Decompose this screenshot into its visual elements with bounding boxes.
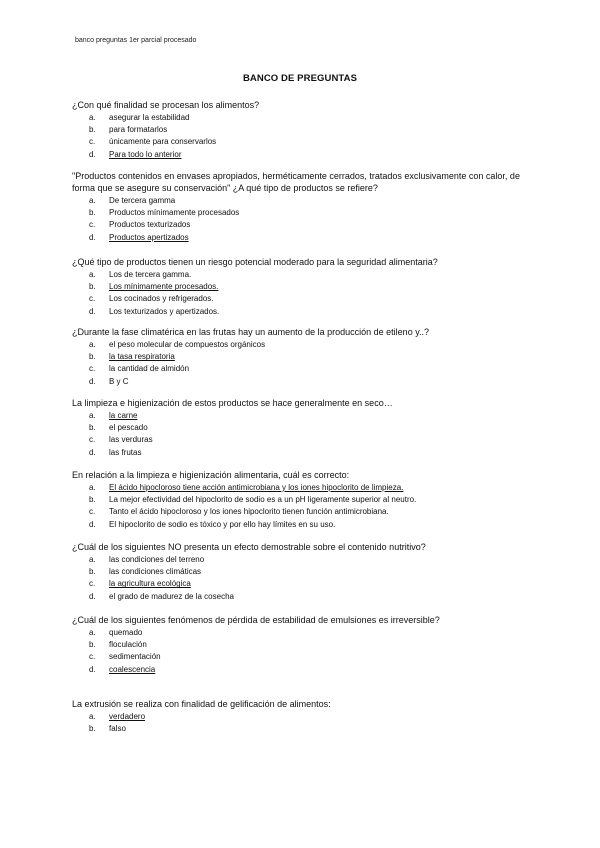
question-block <box>72 469 532 531</box>
option-letter: a. <box>89 113 96 122</box>
question-block <box>72 326 532 388</box>
option-text: Los mínimamente procesados. <box>109 282 219 292</box>
answer-option <box>72 639 532 651</box>
option-text: Tanto el ácido hipocloroso y los iones hipoclorito tienen función antimicrobiana. <box>109 507 389 517</box>
question-text: La limpieza e higienización de estos productos se hace generalmente en seco… <box>72 398 393 408</box>
option-letter: a. <box>89 712 96 721</box>
header-note: banco preguntas 1er parcial procesado <box>75 37 197 44</box>
answer-option <box>72 269 532 281</box>
option-text: falso <box>109 724 126 734</box>
question-block <box>72 256 532 318</box>
option-letter: d. <box>89 519 96 529</box>
answer-option <box>72 434 532 446</box>
answer-option <box>72 306 532 318</box>
option-letter: b. <box>89 640 96 650</box>
option-letter: b. <box>89 495 96 505</box>
option-letter: c. <box>89 220 96 230</box>
answer-options <box>72 711 532 735</box>
option-letter: a. <box>89 411 96 420</box>
option-letter: d. <box>89 591 96 601</box>
option-letter: a. <box>89 270 96 279</box>
option-letter: b. <box>89 125 96 135</box>
question-text: ¿Cuál de los siguientes fenómenos de pérdida de estabilidad de emulsiones es irreversible? <box>72 615 440 625</box>
option-letter: c. <box>89 294 96 304</box>
option-text: Los de tercera gamma. <box>109 270 192 279</box>
option-text: las verduras <box>109 435 153 445</box>
option-text: Productos texturizados <box>109 220 191 230</box>
question-text: ¿Durante la fase climatérica en las frutas hay un aumento de la producción de etileno y..? <box>72 327 430 337</box>
option-text: quemado <box>109 628 143 637</box>
question-text: La extrusión se realiza con finalidad de gelificación de alimentos: <box>72 699 331 709</box>
answer-options <box>72 195 532 244</box>
answer-option <box>72 651 532 663</box>
answer-option-correct <box>72 281 532 293</box>
option-text: B y C <box>109 376 129 386</box>
answer-option <box>72 339 532 351</box>
option-text: únicamente para conservarlos <box>109 137 217 147</box>
answer-option-correct <box>72 149 532 161</box>
question-text: ¿Con qué finalidad se procesan los alimentos? <box>72 100 260 110</box>
option-letter: a. <box>89 483 96 492</box>
option-text: De tercera gamma <box>109 196 176 205</box>
option-letter: c. <box>89 435 96 445</box>
answer-options <box>72 554 532 603</box>
option-letter: c. <box>89 364 96 374</box>
answer-option <box>72 591 532 603</box>
answer-options <box>72 482 532 531</box>
answer-option-correct <box>72 232 532 244</box>
question-block <box>72 698 532 735</box>
option-letter: a. <box>89 196 96 205</box>
answer-option <box>72 195 532 207</box>
option-letter: d. <box>89 306 96 316</box>
option-text: la agricultura ecológica <box>109 579 191 589</box>
question-block <box>72 397 532 459</box>
option-letter: a. <box>89 340 96 349</box>
option-letter: b. <box>89 567 96 577</box>
option-text: el peso molecular de compuestos orgánicos <box>109 340 266 349</box>
option-letter: b. <box>89 423 96 433</box>
answer-option <box>72 363 532 375</box>
answer-option <box>72 506 532 518</box>
answer-option <box>72 136 532 148</box>
question-text: ¿Qué tipo de productos tienen un riesgo potencial moderado para la seguridad alimentaria? <box>72 257 438 267</box>
option-text: las condiciones climáticas <box>109 567 202 577</box>
option-text: para formatarlos <box>109 125 168 135</box>
answer-option <box>72 422 532 434</box>
option-text: asegurar la estabilidad <box>109 113 190 122</box>
option-text: Productos apertizados <box>109 232 189 242</box>
question-block <box>72 170 532 244</box>
answer-options <box>72 410 532 459</box>
option-letter: b. <box>89 352 96 362</box>
option-text: la carne <box>109 411 138 420</box>
option-text: El ácido hipocloroso tiene acción antimicrobiana y los iones hipoclorito de limpieza. <box>109 483 404 492</box>
answer-option <box>72 519 532 531</box>
option-text: las condiciones del terreno <box>109 555 205 564</box>
option-letter: b. <box>89 724 96 734</box>
option-letter: a. <box>89 555 96 564</box>
question-block <box>72 99 532 161</box>
question-text: En relación a la limpieza e higienización alimentaria, cuál es correcto: <box>72 470 350 480</box>
option-letter: c. <box>89 579 96 589</box>
answer-option-correct <box>72 482 532 494</box>
answer-option <box>72 376 532 388</box>
answer-option-correct <box>72 711 532 723</box>
answer-option <box>72 293 532 305</box>
answer-option-correct <box>72 351 532 363</box>
question-block <box>72 541 532 603</box>
option-text: floculación <box>109 640 147 650</box>
answer-options <box>72 339 532 388</box>
option-text: Los cocinados y refrigerados. <box>109 294 214 304</box>
option-text: verdadero <box>109 712 146 721</box>
answer-option <box>72 207 532 219</box>
question-text: "Productos contenidos en envases apropiados, herméticamente cerrados, tratados exclusivamente con calor, de forma que se asegure su conservación" ¿A qué tipo de productos se refiere? <box>72 171 520 193</box>
option-letter: d. <box>89 376 96 386</box>
option-text: coalescencia <box>109 664 156 674</box>
answer-options <box>72 112 532 161</box>
answer-option <box>72 112 532 124</box>
option-text: sedimentación <box>109 652 161 662</box>
answer-option <box>72 723 532 735</box>
question-text: ¿Cuál de los siguientes NO presenta un efecto demostrable sobre el contenido nutritivo? <box>72 542 426 552</box>
option-letter: c. <box>89 652 96 662</box>
page-title: BANCO DE PREGUNTAS <box>242 73 358 84</box>
answer-option <box>72 627 532 639</box>
option-letter: d. <box>89 447 96 457</box>
answer-option <box>72 124 532 136</box>
answer-option <box>72 447 532 459</box>
option-text: el pescado <box>109 423 148 433</box>
answer-option <box>72 494 532 506</box>
option-letter: d. <box>89 149 96 159</box>
answer-option <box>72 566 532 578</box>
option-text: la tasa respiratoria <box>109 352 175 362</box>
option-text: el grado de madurez de la cosecha <box>109 591 234 601</box>
option-text: El hipoclorito de sodio es tóxico y por ello hay límites en su uso. <box>109 519 336 529</box>
option-text: Los texturizados y apertizados. <box>109 306 220 316</box>
option-text: Para todo lo anterior <box>109 149 182 159</box>
question-block <box>72 614 532 676</box>
option-letter: b. <box>89 208 96 218</box>
answer-option <box>72 219 532 231</box>
answer-option-correct <box>72 578 532 590</box>
option-text: la cantidad de almidón <box>109 364 190 374</box>
answer-option-correct <box>72 410 532 422</box>
option-letter: c. <box>89 507 96 517</box>
option-text: las frutas <box>109 447 142 457</box>
answer-option <box>72 554 532 566</box>
option-text: La mejor efectividad del hipoclorito de sodio es a un pH ligeramente superior al neutro. <box>109 495 417 505</box>
option-text: Productos mínimamente procesados <box>109 208 240 218</box>
option-letter: d. <box>89 664 96 674</box>
option-letter: d. <box>89 232 96 242</box>
option-letter: b. <box>89 282 96 292</box>
answer-options <box>72 627 532 676</box>
answer-options <box>72 269 532 318</box>
option-letter: c. <box>89 137 96 147</box>
option-letter: a. <box>89 628 96 637</box>
answer-option-correct <box>72 664 532 676</box>
